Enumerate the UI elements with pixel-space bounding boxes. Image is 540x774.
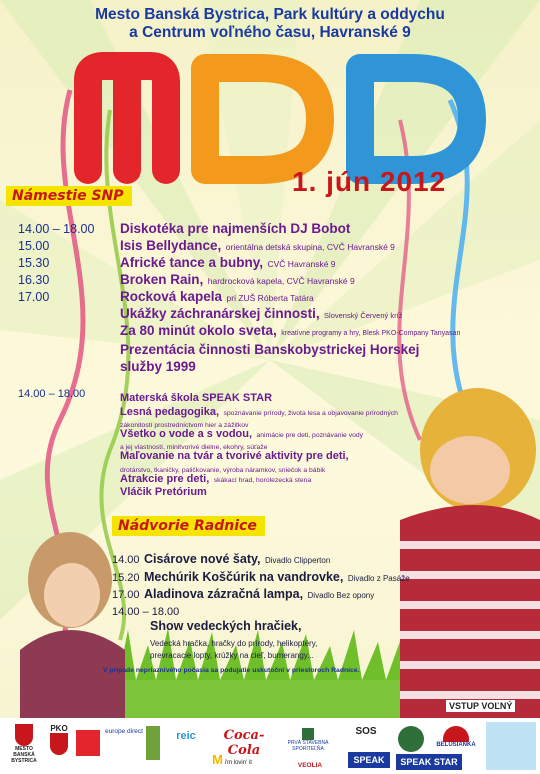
pko-shield-icon <box>50 733 68 755</box>
free-entry-label: VSTUP VOĽNÝ <box>446 700 515 712</box>
logo-europe-direct: europe direct <box>105 728 143 735</box>
time-label: 17.00 <box>18 290 50 304</box>
program-row: Rocková kapela pri ZUŠ Róberta Tatára <box>120 289 314 304</box>
logo-coca-cola: Coca-Cola <box>223 728 265 758</box>
logo-red-square <box>76 730 100 756</box>
time-label: 14.00 – 18.00 <box>18 222 95 236</box>
program-row-sub: a jej vlastností, minitvorivé dielne, ekohry, súťaže <box>120 444 268 451</box>
logo-sos: SOS <box>355 726 377 737</box>
logo-green-tower <box>146 726 160 760</box>
child-photo-left <box>20 532 125 720</box>
program-row: Isis Bellydance, orientálna detská skupina, CVČ Havranské 9 <box>120 238 395 253</box>
science-show-line: Vedecká hračka, hračky do prírody, helikoptéry, <box>150 639 318 648</box>
program-row: Za 80 minút okolo sveta, kreatívne programy a hry, Blesk PKO-Company Tanyasan <box>120 323 461 338</box>
program-row: Všetko o vode a s vodou, animácie pre deti, poznávanie vody <box>120 428 364 440</box>
program-row: Maľovanie na tvár a tvorivé aktivity pre deti, <box>120 450 349 462</box>
logo-pko: PKO <box>46 724 72 755</box>
logo-round-emblem <box>398 726 424 752</box>
logo-belusianka: BELUSIANKA <box>432 726 480 748</box>
program-row: Broken Rain, hardrocková kapela, CVČ Havranské 9 <box>120 272 355 287</box>
logo-speak: SPEAK <box>348 752 390 768</box>
logo-mesto: MESTO BANSKÁ BYSTRICA <box>4 724 44 764</box>
program-row: Diskotéka pre najmenších DJ Bobot <box>120 221 351 236</box>
section-title-nadvorie: Nádvorie Radnice <box>112 516 265 536</box>
theatre-row: 14.00 – 18.00 <box>112 606 180 618</box>
science-show-title: Show vedeckých hračiek, <box>150 619 302 633</box>
program-row-sub: drotárstvo, tkaničky, paličkovanie, výroba náramkov, sniečok a bábik <box>120 467 326 474</box>
program-row: Vláčik Pretórium <box>120 486 207 498</box>
program-row-sub: zákonitostí prostredníctvom hier a zážitkov <box>120 422 249 429</box>
event-date: 1. jún 2012 <box>292 166 447 197</box>
program-row: Materská škola SPEAK STAR <box>120 392 273 404</box>
header-line-1: Mesto Banská Bystrica, Park kultúry a oddychu <box>95 6 445 23</box>
theatre-row: 17.00 Aladinova zázračná lampa, Divadlo Bez opony <box>112 587 375 601</box>
belusianka-icon <box>443 726 469 742</box>
theatre-row: 15.20 Mechúrik Koščúrik na vandrovke, Divadlo z Pasáže <box>112 570 410 584</box>
program-row: Atrakcie pre deti, skákací hrad, horolezecká stena <box>120 473 312 485</box>
weather-note: V prípade nepriaznivého počasia sa podujatie uskutoční v priestoroch Radnice. <box>103 667 360 674</box>
time-label: 16.30 <box>18 273 50 287</box>
mdd-title-logo <box>0 52 540 202</box>
program-row: služby 1999 <box>120 359 196 374</box>
logo-mcdonalds: M i'm lovin' it <box>212 752 252 767</box>
science-show-line: prevracacie lopty, krúžky na cieľ, bumerangy... <box>150 651 314 660</box>
logo-prva-stavebna: PRVÁ STAVEBNÁ SPORITEĽŇA <box>284 728 332 752</box>
time-label: 15.30 <box>18 256 50 270</box>
time-label: 15.00 <box>18 239 50 253</box>
program-row: Ukážky záchranárskej činnosti, Slovenský Červený kríž <box>120 306 403 321</box>
coat-of-arms-icon <box>15 724 33 746</box>
house-icon <box>302 728 314 740</box>
logo-reic: reic <box>176 730 196 742</box>
program-row: Prezentácia činnosti Banskobystrickej Horskej <box>120 342 420 357</box>
sponsor-logo-strip <box>0 718 540 774</box>
program-row: Africké tance a bubny, CVČ Havranské 9 <box>120 255 336 270</box>
logo-veolia: VEOLIA <box>297 762 323 769</box>
time-label: 14.00 – 18.00 <box>18 388 86 400</box>
arches-icon: M <box>212 752 223 767</box>
logo-kids-drawing <box>486 722 536 770</box>
header-line-2: a Centrum voľného času, Havranské 9 <box>129 24 411 41</box>
program-row: Lesná pedagogika, spoznávanie prírody, života lesa a objavovanie prírodných <box>120 406 398 418</box>
logo-speak-star: SPEAK STAR <box>396 754 462 770</box>
theatre-row: 14.00 Cisárove nové šaty, Divadlo Clipperton <box>112 552 331 566</box>
section-title-namestie: Námestie SNP <box>6 186 132 206</box>
